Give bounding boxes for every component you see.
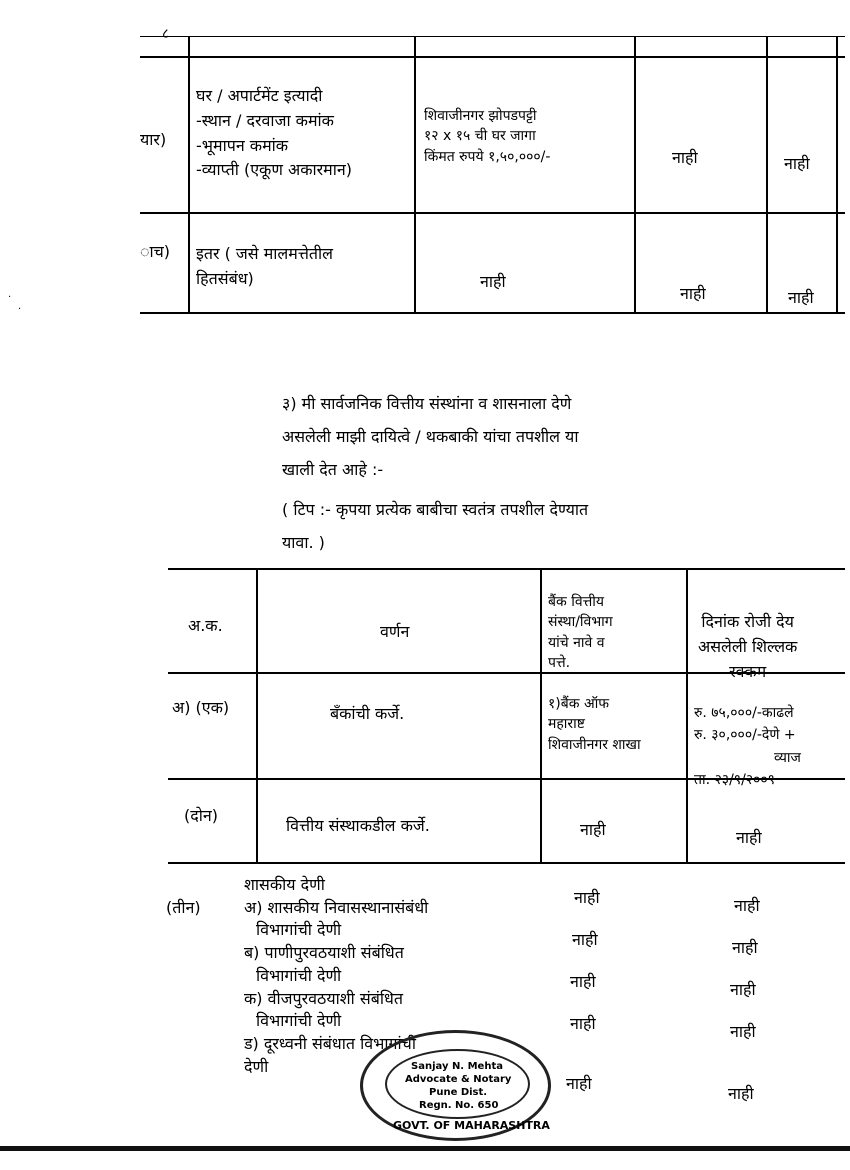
column-header-description: वर्णन [380,622,410,641]
row-serial: (दोन) [184,806,219,825]
notary-stamp [360,1030,551,1141]
dues-institution: नाही [570,972,596,991]
stamp-text: Regn. No. 650 [419,1100,499,1111]
dues-line: विभागांची देणी [256,920,342,940]
dues-line: विभागांची देणी [256,965,342,985]
balance-line: व्याज [774,749,801,766]
note-line: ( टिप :- कृपया प्रत्येक बाबीचा स्वतंत्र तपशील देण्यात [282,500,589,519]
dues-balance: नाही [734,896,760,915]
dues-balance: नाही [728,1084,754,1103]
description-line: इतर ( जसे मालमत्तेतील [196,244,334,263]
stamp-text: GOVT. OF MAHARASHTRA [393,1119,550,1132]
table-rule [188,36,190,314]
row-label: ाच) [140,242,171,261]
dues-institution: नाही [572,930,598,949]
row-serial: अ) (एक) [172,698,230,717]
table-rule [168,568,845,570]
property-description [196,84,352,183]
description-line: -व्याप्ती (एकूण अकारमान) [196,160,353,180]
row-balance [694,702,801,792]
column-header-institution [548,592,682,673]
table-rule [836,36,838,314]
institution-line: १)बैंक ऑफ [548,696,610,712]
table-rule [414,36,416,314]
description-line: घर / अपार्टमेंट इत्यादी [196,86,323,105]
row-serial: (तीन) [166,898,201,917]
table-rule [140,36,845,37]
stamp-text: Advocate & Notary [405,1074,512,1085]
dues-institution: नाही [570,1014,596,1033]
dues-line: अ) शासकीय निवासस्थानासंबंधी [244,897,429,917]
row-label: यार) [140,130,167,149]
header-line: बैंक वित्तीय [548,594,605,610]
other-description [196,242,333,292]
header-line: रक्कम [729,661,767,681]
dues-line: ड) दूरध्वनी संबंधात विभागांची [244,1034,416,1054]
dues-line: क) वीजपुरवठयाशी संबंधित [244,988,403,1008]
row-description: वित्तीय संस्थाकडील कर्जे. [286,816,430,835]
dues-line: शासकीय देणी [244,875,325,894]
paragraph-line: असलेली माझी दायित्वे / थकबाकी यांचा तपशील या [282,426,579,446]
header-fragment: ८ [162,26,170,42]
section-3-paragraph [282,388,722,486]
row-description: बँकांची कर्जे. [330,704,405,723]
table-rule [634,36,636,314]
balance-line: ता. २३/९/२००९ [694,772,775,789]
paragraph-line: खाली देत आहे :- [282,459,384,479]
cell-value: नाही [680,284,706,303]
row-institution: नाही [580,820,606,839]
table-rule [140,312,845,314]
header-line: यांचे नावे व [548,634,605,651]
dues-balance: नाही [732,938,758,957]
dues-balance: नाही [730,980,756,999]
row-balance: नाही [736,828,762,847]
institution-line: महाराष्ट [548,716,585,733]
details-line: १२ x १५ ची घर जागा [424,128,536,145]
details-line: किंमत रुपये १,५०,०००/- [424,148,551,165]
table-rule [686,568,688,864]
page-bottom-edge [0,1146,850,1151]
dues-institution: नाही [566,1074,592,1093]
dues-line: ब) पाणीपुरवठयाशी संबंधित [244,943,404,963]
details-line: शिवाजीनगर झोपडपट्टी [424,108,537,124]
table-rule [140,56,845,58]
table-rule [256,568,258,864]
cell-value: नाही [672,148,698,167]
stamp-text: Sanjay N. Mehta [411,1061,503,1072]
property-details [424,106,550,167]
header-line: असलेली शिल्लक [698,636,798,656]
dues-line: विभागांची देणी [256,1011,342,1031]
margin-mark: · [8,292,12,303]
description-line: -स्थान / दरवाजा कमांक [196,110,334,130]
table-rule [168,862,845,864]
cell-value: नाही [784,154,810,173]
table-rule [140,212,845,214]
column-header-serial: अ.क. [188,616,223,635]
paragraph-line: ३) मी सार्वजनिक वित्तीय संस्थांना व शासनाला देणे [282,394,572,413]
table-rule [766,36,768,314]
margin-mark: · [18,304,22,315]
table-rule [540,568,542,864]
row-institution [548,694,641,755]
institution-line: शिवाजीनगर शाखा [548,736,641,753]
dues-line: देणी [244,1056,269,1076]
stamp-text: Pune Dist. [429,1087,488,1098]
cell-value: नाही [788,288,814,307]
header-line: पत्ते. [548,654,571,671]
description-line: हितसंबंध) [196,268,254,288]
dues-institution: नाही [574,888,600,907]
header-line: दिनांक रोजी देय [701,612,794,631]
description-line: -भूमापन कमांक [196,135,289,155]
balance-line: रु. ३०,०००/-देणे + [694,727,796,744]
dues-balance: नाही [730,1022,756,1041]
column-header-balance [698,610,797,684]
header-line: संस्था/विभाग [548,614,613,631]
cell-value: नाही [480,272,506,291]
section-3-note [282,494,730,560]
note-line: यावा. ) [282,532,325,552]
balance-line: रु. ७५,०००/-काढले [694,705,794,721]
